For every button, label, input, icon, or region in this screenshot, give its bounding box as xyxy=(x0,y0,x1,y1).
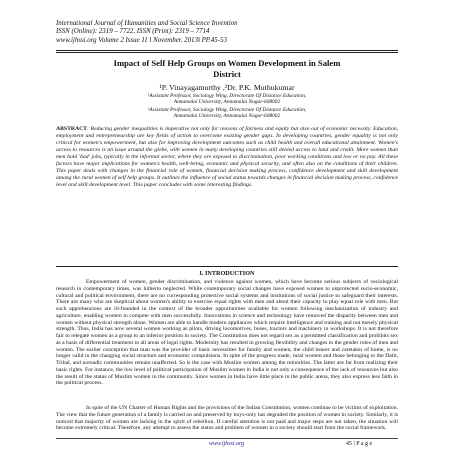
journal-issn: ISSN (Online): 2319 – 7722, ISSN (Print): 2319 – 7714 xyxy=(56,28,210,36)
paper-authors: ¹P. Vinayagamurthy ,²Dr. P.K. Muthukumar xyxy=(159,83,295,92)
journal-header xyxy=(56,20,376,45)
abstract-label: ABSTRACT xyxy=(56,126,87,132)
affiliation-1 xyxy=(56,93,398,106)
footer-divider xyxy=(56,438,398,439)
paper-title-line1: Impact of Self Help Groups on Women Development in Salem xyxy=(113,58,341,68)
body-paragraph-1: Empowerment of women, gender discrimination, and violence against women, which have become serious subjects of sociological research in contemporary times, was hitherto neglected. While contemporary social changes have exposed women to unprotected socio-economic, cultural and political environment, there are no corresponding protective social systems and institutions of social justice to safeguard their interests. There are many who are skeptical about women's ability to exercise equal rights with men and about their capacity to play equal role with men. But such apprehensions are ill-founded in the context of the broader opportunities available for women following mechanization of industry and agriculture, enabling women to compete with men successfully. Innovations in science and technology have removed the disparity between men and women without physical strength alone. Women are able to handle modern appliances which require intelligence and training and not merely physical strength. Thus, India has now several women working as pilots, driving locomotives, buses, tractors and machinery in workshops. It is not therefore fair to relegate women as a group to an inferior position in society. The Constitution does not regard sex as a permitted classification and prohibits sex as a basis of differential treatment in all areas of legal rights. Modernity has resulted in growing flexibility and changes in the gender roles of men and women. The earlier conception that man was the provider of basic necessities for family and women, the child bearer and caretaker of home, is no longer valid in the changing social structure and economic compulsions. In spite of the progress made, rural women and those belonging to the Dalit, Tribal, and nomadic communities remain unaffected. So is the case with Muslim women among the minorities. The latter are far from realizing their basic rights. For instance, the low level of political participation of Muslim women in India is not only a consequence of the lack of resources but also the result of the status of Muslim women in the community. Since women in India have little place in the public arena, they also express less faith in the political process. xyxy=(56,279,398,387)
header-divider xyxy=(56,50,398,51)
footer-page-number: 45 | P a g e xyxy=(346,441,373,447)
abstract-text: : Reducing gender inequalities is imperative not only for reasons of fairness and equity but also out of economic necessity. Education, employment and entrepreneurship are key fields of action to overcome existing gender gaps. In developing countries, gender equality is not only critical for women's empowerment, but also for improving development outcomes such as child health and overall educational attainment. Women's access to resources is an issue around the globe, with women in many developing countries still denied access to land and credit. More women than men hold 'bad' jobs, typically in the informal sector, where they are exposed to discrimination, poor working conditions and low or no pay. All these factors have major implications for women's health, well-being, economic and physical security, and often also on the conditions of their children. This paper deals with changes in the financial role of women, financial decision making process, confidence development and skill development among the rural women of self help groups. It outlines the influence of social status towards changes in financial decision making process, confidence level and skill development level. This paper concludes with some interesting findings. xyxy=(56,126,398,188)
journal-volume-line: www.ijhssi.org Volume 2 Issue 11 ǁ November. 2013ǁ PP.45-53 xyxy=(56,36,227,44)
abstract xyxy=(56,126,398,189)
affiliation-2-line2: Annamalai University, Annamalai Nagar-608002 xyxy=(173,113,281,120)
journal-name: International Journal of Humanities and Social Science Invention xyxy=(56,20,238,27)
footer-url-link[interactable]: www.ijhssi.org xyxy=(208,441,245,447)
section-heading-introduction: I. INTRODUCTION xyxy=(199,270,255,277)
affiliation-1-line2: Annamalai University, Annamalai Nagar-608002 xyxy=(173,99,281,106)
paper-title xyxy=(56,58,398,79)
affiliation-2-line1: ²Assistant Professor, Sociology Wing, Directorate Of Distance Education, xyxy=(147,107,307,113)
affiliation-1-line1: ¹Assistant Professor, Sociology Wing, Directorate Of Distance Education, xyxy=(147,93,307,99)
paper-title-line2: District xyxy=(213,68,241,79)
header-divider-thin xyxy=(56,52,398,53)
affiliation-2 xyxy=(56,107,398,120)
body-paragraph-2: In spite of the UN Charter of Human Rights and the provisions of the Indian Constitution, women continue to be victims of exploitation. The view that the future generation of a family is carried on and preserved by boys-only has degraded the position of women in society. Similarly, it is noticed that majority of women are lacking in the spirit of rebellion. If careful attention is not paid and major steps are not taken, the situation will become extremely critical. Therefore, any attempt to assess the status and problem of women in a society should start from the social framework. xyxy=(56,405,398,432)
abstract-divider xyxy=(56,266,398,267)
